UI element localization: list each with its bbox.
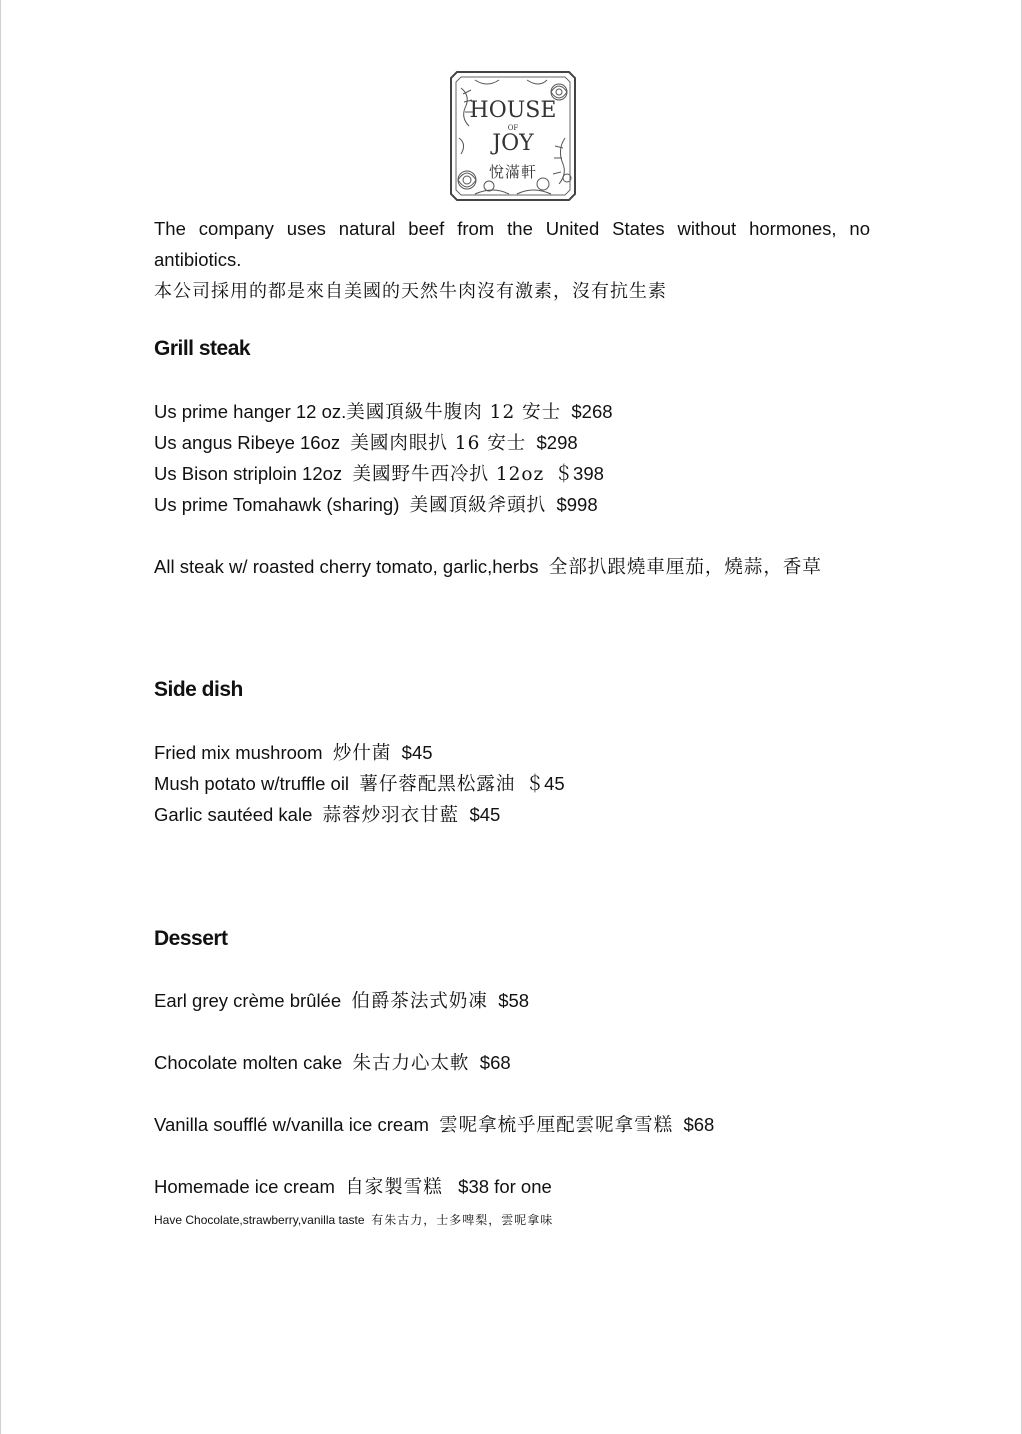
- menu-item-side: [154, 742, 433, 765]
- menu-item-dessert: [154, 1176, 552, 1199]
- item-price: $268: [571, 401, 613, 422]
- item-name: Chocolate molten cake: [154, 1052, 343, 1073]
- section-title-side: Side dish: [154, 678, 243, 701]
- item-chinese-name: 自家製雪糕: [345, 1177, 443, 1198]
- item-price: ＄398: [554, 463, 604, 484]
- item-name: Garlic sautéed kale: [154, 804, 313, 825]
- item-chinese-name: 伯爵茶法式奶凍: [351, 991, 488, 1012]
- item-name: Homemade ice cream: [154, 1176, 335, 1197]
- menu-item-grill: [154, 463, 604, 486]
- item-name: Fried mix mushroom: [154, 742, 323, 763]
- item-name: Mush potato w/truffle oil: [154, 773, 350, 794]
- grill-note-chinese: 全部扒跟燒車厘茄，燒蒜，香草: [548, 557, 822, 578]
- intro-chinese: 本公司採用的都是來自美國的天然牛肉沒有激素，沒有抗生素: [154, 281, 667, 302]
- item-price: $998: [556, 494, 598, 515]
- section-title-grill: Grill steak: [154, 337, 251, 360]
- page-edge-left: [0, 0, 1, 1434]
- item-price: $68: [683, 1114, 715, 1135]
- item-chinese-name: 蒜蓉炒羽衣甘藍: [322, 805, 460, 826]
- item-price: $45: [469, 804, 501, 825]
- intro-english: The company uses natural beef from the United States without hormones, no antibiotics.: [154, 218, 870, 270]
- menu-item-side: [154, 804, 500, 827]
- ice-cream-note-english: Have Chocolate,strawberry,vanilla taste: [154, 1213, 365, 1227]
- ice-cream-flavors-note: [154, 1211, 553, 1228]
- item-chinese-name: 薯仔蓉配黑松露油: [359, 774, 516, 795]
- item-chinese-name: 美國頂級斧頭扒: [409, 495, 547, 516]
- menu-item-dessert: [154, 1052, 511, 1075]
- logo-of-text: OF: [507, 124, 519, 132]
- menu-item-grill: [154, 494, 598, 517]
- menu-item-dessert: [154, 1114, 714, 1137]
- logo-joy-text: JOY: [492, 131, 534, 156]
- item-chinese-name: 雲呢拿梳乎厘配雲呢拿雪糕: [439, 1115, 674, 1136]
- item-price: ＄45: [525, 773, 565, 794]
- item-name: Vanilla soufflé w/vanilla ice cream: [154, 1114, 429, 1135]
- item-price: $298: [536, 432, 578, 453]
- section-title-dessert: Dessert: [154, 927, 228, 950]
- grill-note-english: All steak w/ roasted cherry tomato, garlic,herbs: [154, 556, 539, 577]
- item-price: $38 for one: [458, 1176, 552, 1197]
- item-chinese-name: 美國頂級牛腹肉 12 安士: [346, 402, 562, 423]
- house-of-joy-logo: [447, 68, 579, 204]
- menu-item-side: [154, 773, 565, 796]
- menu-item-dessert: [154, 990, 529, 1013]
- logo-chinese-text: 悅滿軒: [488, 163, 537, 181]
- item-price: $58: [498, 990, 530, 1011]
- logo-house-text: HOUSE: [469, 98, 557, 123]
- item-name: Us prime hanger 12 oz.: [154, 401, 347, 422]
- item-name: Us prime Tomahawk (sharing): [154, 494, 400, 515]
- item-price: $68: [479, 1052, 511, 1073]
- grill-note: [154, 556, 822, 579]
- item-chinese-name: 炒什菌: [332, 743, 392, 764]
- menu-item-grill: [154, 401, 613, 424]
- menu-item-grill: [154, 432, 578, 455]
- item-price: $45: [401, 742, 433, 763]
- ice-cream-note-chinese: 有朱古力，士多啤梨，雲呢拿味: [371, 1213, 554, 1227]
- item-name: Earl grey crème brûlée: [154, 990, 342, 1011]
- item-chinese-name: 朱古力心太軟: [352, 1053, 470, 1074]
- item-chinese-name: 美國肉眼扒 16 安士: [350, 433, 527, 454]
- item-chinese-name: 美國野牛西冷扒 12oz: [352, 464, 545, 485]
- item-name: Us Bison striploin 12oz: [154, 463, 343, 484]
- item-name: Us angus Ribeye 16oz: [154, 432, 341, 453]
